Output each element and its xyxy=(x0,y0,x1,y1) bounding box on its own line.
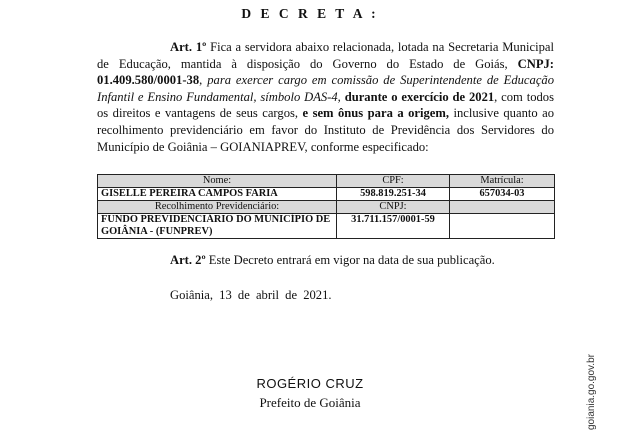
article-1-position: para exercer cargo em comissão de Superintendente de Educação Infantil e Ensino Fundamental, símbolo DAS-4, xyxy=(97,73,555,104)
article-1-onus: e sem ônus para a origem, xyxy=(302,106,449,121)
article-2-text: Este Decreto entrará em vigor na data de sua publicação. xyxy=(205,253,495,267)
cell-recolhimento: FUNDO PREVIDENCIÁRIO DO MUNICÍPIO DE GOIÂNIA - (FUNPREV) xyxy=(98,214,337,239)
article-1-text-1: Fica a servidora abaixo relacionada, lotada na Secretaria Municipal de Educação, mantida à disposição do Governo do Estado de Goiás, xyxy=(97,40,554,71)
article-1-paragraph xyxy=(97,39,554,155)
side-url: goiania.go.gov.br xyxy=(586,354,597,430)
header-nome: Nome: xyxy=(98,175,337,188)
cell-empty xyxy=(450,214,555,239)
header-recolhimento: Recolhimento Previdenciário: xyxy=(98,201,337,214)
signatory-role: Prefeito de Goiânia xyxy=(259,395,361,410)
header-cpf: CPF: xyxy=(337,175,450,188)
article-1-label: Art. 1º xyxy=(170,40,207,54)
header-matricula: Matrícula: xyxy=(450,175,555,188)
date-line: Goiânia, 13 de abril de 2021. xyxy=(170,288,332,302)
article-2-paragraph xyxy=(97,252,554,269)
cell-matricula: 657034-03 xyxy=(450,188,555,201)
article-1-cnpj: CNPJ: 01.409.580/0001-38 xyxy=(97,56,554,88)
table-header-row xyxy=(98,201,555,214)
article-1-period: durante o exercício de 2021 xyxy=(344,89,495,104)
cell-cnpj: 31.711.157/0001-59 xyxy=(337,214,450,239)
decree-heading: D E C R E T A : xyxy=(241,6,379,21)
table-row xyxy=(98,188,555,201)
cell-cpf: 598.819.251-34 xyxy=(337,188,450,201)
signatory-name: ROGÉRIO CRUZ xyxy=(256,376,364,391)
table-row xyxy=(98,214,555,239)
article-1-text-4: , com todos os direitos e vantagens de seus cargos, xyxy=(97,89,554,121)
header-empty xyxy=(450,201,555,214)
cell-nome: GISELLE PEREIRA CAMPOS FARIA xyxy=(98,188,337,201)
article-1-text-5: inclusive quanto ao recolhimento previdenciário em favor do Instituto de Previdência dos Servidores do Município de Goiânia – GOIANIAPREV, conforme especificado: xyxy=(97,106,555,154)
employee-table xyxy=(97,174,555,239)
header-cnpj: CNPJ: xyxy=(337,201,450,214)
article-1-text-2: , xyxy=(199,73,208,88)
table-header-row xyxy=(98,175,555,188)
article-2-label: Art. 2º xyxy=(170,253,206,267)
